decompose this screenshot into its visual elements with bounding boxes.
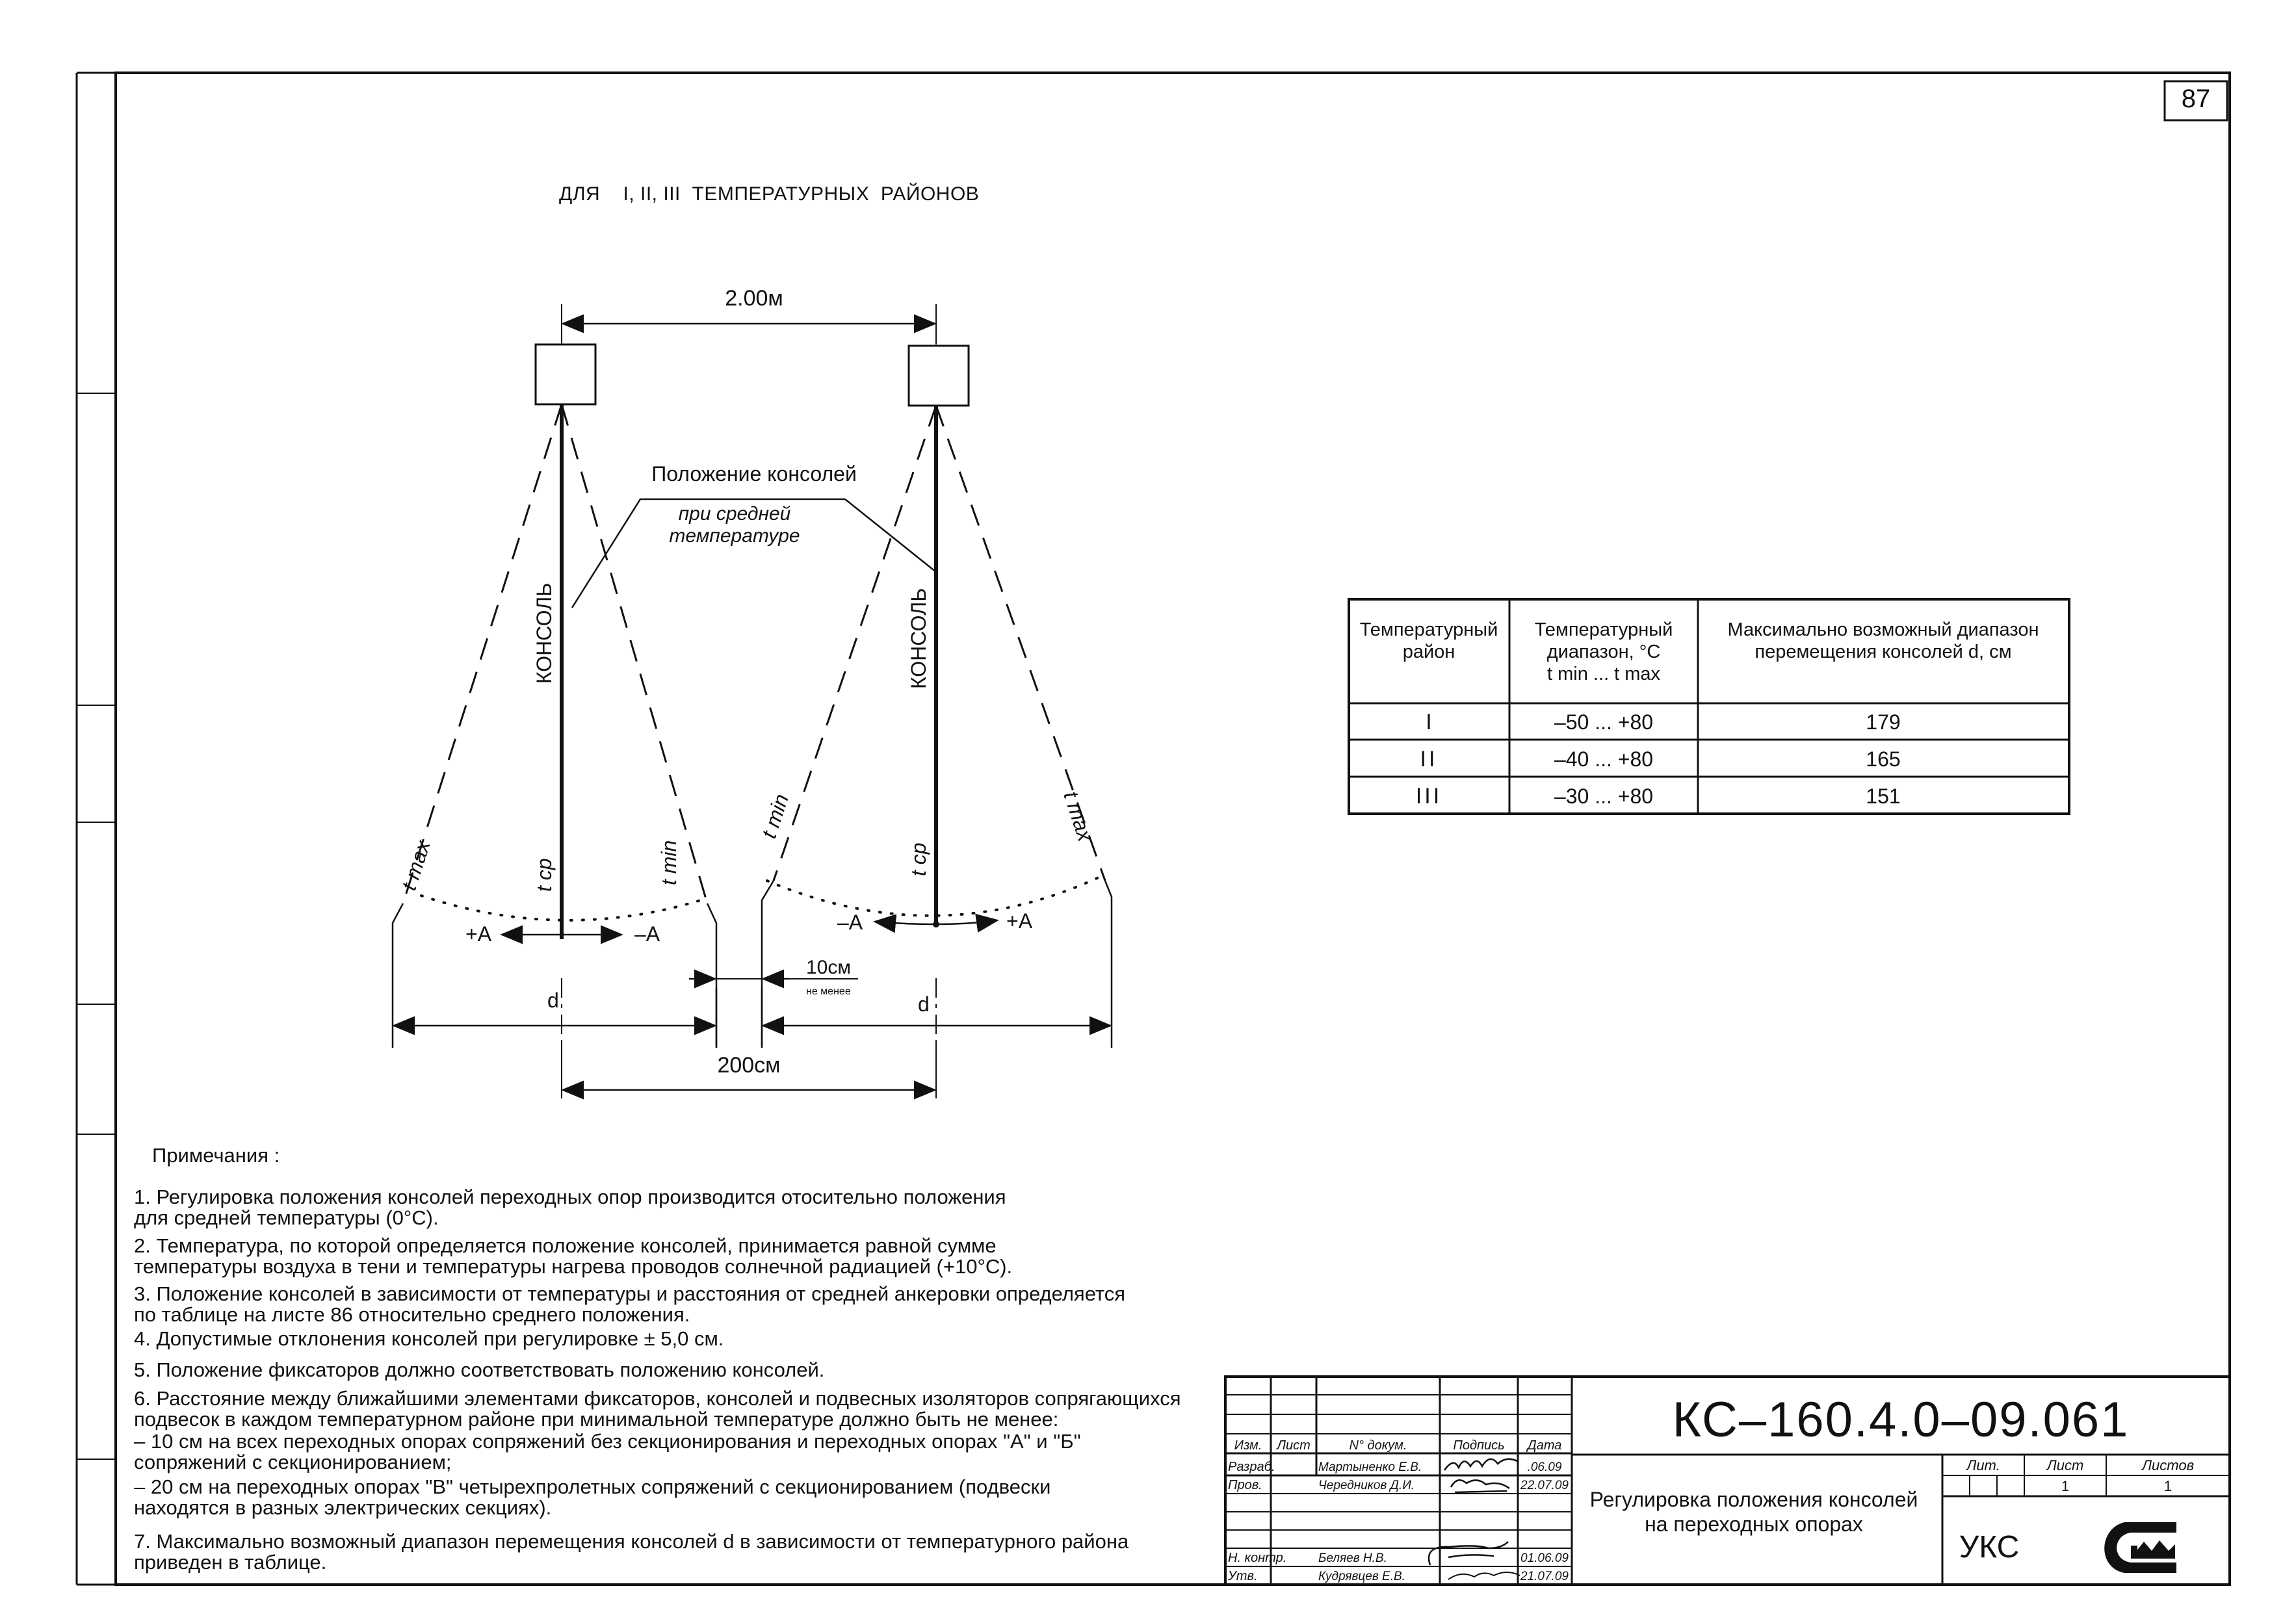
tmin-label-left: t min [657,840,681,885]
tmax-label-right: t max [1059,788,1097,844]
table-cell: 179 [1866,710,1901,734]
role-label: Н. контр. [1228,1551,1287,1565]
role-date: 01.06.09 [1520,1551,1569,1565]
table-cell: I [1426,710,1432,734]
col-header: Дата [1527,1438,1562,1453]
note-line: 7. Максимально возможный диапазон перемещения консолей d в зависимости от температурного района [134,1530,1129,1553]
minus-a-label-right: –А [837,911,863,934]
role-date: 21.07.09 [1520,1570,1569,1583]
d-label-right: d [918,992,930,1016]
table-cell: II [1420,747,1438,772]
signature-approver [1448,1572,1520,1579]
plus-a-label-right: +А [1006,909,1033,933]
signature-developer [1444,1459,1517,1470]
note-line: сопряжений с секционированием; [134,1451,452,1473]
role-date: 22.07.09 [1520,1479,1569,1492]
org-name: УКС [1959,1530,2020,1564]
tmax-label-left: t max [397,837,435,894]
console-label-right: КОНСОЛЬ [907,588,930,689]
note-line: подвесок в каждом температурном районе при минимальной температуре должно быть не менее: [134,1408,1059,1431]
callout-text-1: Положение консолей [651,462,857,486]
table-cell: –50 ... +80 [1554,710,1654,734]
role-name: Мартыненко Е.В. [1318,1460,1422,1474]
d-label-left: d [547,989,559,1012]
note-line: по таблице на листе 86 относительно среднего положения. [134,1303,690,1326]
role-date: .06.09 [1527,1460,1562,1474]
note-line: находятся в разных электрических секциях). [134,1496,552,1519]
company-logo [2104,1522,2176,1573]
table-header-1-line1: Температурный [1359,619,1498,640]
sheets-value: 1 [2163,1478,2172,1494]
role-label: Утв. [1228,1569,1258,1583]
col-header: N° докум. [1349,1438,1407,1453]
table-header-2-line2: диапазон, °С [1546,642,1661,662]
table-header-1-line2: район [1402,642,1455,662]
note-line: – 10 см на всех переходных опорах сопряжений без секционирования и переходных опорах "А" и "Б" [134,1430,1081,1453]
note-line: 1. Регулировка положения консолей переходных опор производится отосительно положения [134,1186,1006,1208]
bottom-dimension-label: 200см [717,1053,781,1078]
note-line: 3. Положение консолей в зависимости от температуры и расстояния от средней анкеровки определяется [134,1282,1126,1305]
table-header-3-line2: перемещения консолей d, см [1755,642,2012,662]
note-line: 4. Допустимые отклонения консолей при регулировке ± 5,0 см. [134,1327,724,1350]
gap-sublabel: не менее [806,986,851,997]
top-dimension-label: 2.00м [725,286,783,311]
table-cell: 165 [1866,747,1901,771]
note-line: для средней температуры (0°С). [134,1206,439,1229]
lit-label: Лит. [1966,1457,2000,1473]
sheet-label: Лист [2046,1457,2084,1473]
sheet-value: 1 [2061,1478,2070,1494]
role-label: Разраб. [1228,1460,1275,1474]
sheet-title-1: Регулировка положения консолей [1589,1488,1918,1511]
table-header-3-line1: Максимально возможный диапазон [1727,619,2039,640]
signature-checker [1451,1480,1509,1492]
callout-text-3: температуре [669,525,800,547]
doc-code: КС–160.4.0–09.061 [1672,1392,2130,1447]
note-line: температуры воздуха в тени и температуры нагрева проводов солнечной радиацией (+10°С). [134,1255,1013,1278]
note-line: – 20 см на переходных опорах "В" четырехпролетных сопряжений с секционированием (подвески [134,1475,1051,1498]
note-line: 5. Положение фиксаторов должно соответствовать положению консолей. [134,1358,825,1381]
role-name: Чередников Д.И. [1318,1479,1415,1492]
note-line: приведен в таблице. [134,1551,327,1574]
minus-a-label-left: –А [634,922,660,946]
table-header-2-line1: Температурный [1534,619,1673,640]
gap-label: 10см [806,957,851,978]
diagram-heading: ДЛЯ I, II, III ТЕМПЕРАТУРНЫХ РАЙОНОВ [559,183,980,205]
table-header-2-line3: t min ... t max [1546,664,1661,684]
console-label-left: КОНСОЛЬ [532,582,556,684]
note-line: 6. Расстояние между ближайшими элементами фиксаторов, консолей и подвесных изоляторов сопрягающихся [134,1387,1181,1410]
col-header: Лист [1277,1438,1311,1453]
table-cell: –40 ... +80 [1554,747,1654,771]
role-name: Кудрявцев Е.В. [1318,1570,1405,1583]
page-number: 87 [2181,84,2211,113]
plus-a-label-left: +А [465,922,492,946]
col-header: Изм. [1234,1438,1262,1453]
note-line: 2. Температура, по которой определяется положение консолей, принимается равной сумме [134,1234,997,1257]
tcp-label-right: t ср [907,842,930,876]
callout-text-2: при средней [678,503,791,525]
notes-title: Примечания : [152,1144,280,1167]
role-name: Беляев Н.В. [1318,1551,1387,1565]
sheet-title-2: на переходных опорах [1645,1512,1863,1536]
col-header: Подпись [1453,1438,1505,1453]
table-cell: 151 [1866,785,1901,808]
table-cell: III [1415,784,1442,809]
tmin-label-right: t min [757,791,794,842]
sheets-label: Листов [2141,1457,2195,1473]
tcp-label-left: t ср [532,858,556,892]
role-label: Пров. [1228,1478,1262,1492]
table-cell: –30 ... +80 [1554,785,1654,808]
